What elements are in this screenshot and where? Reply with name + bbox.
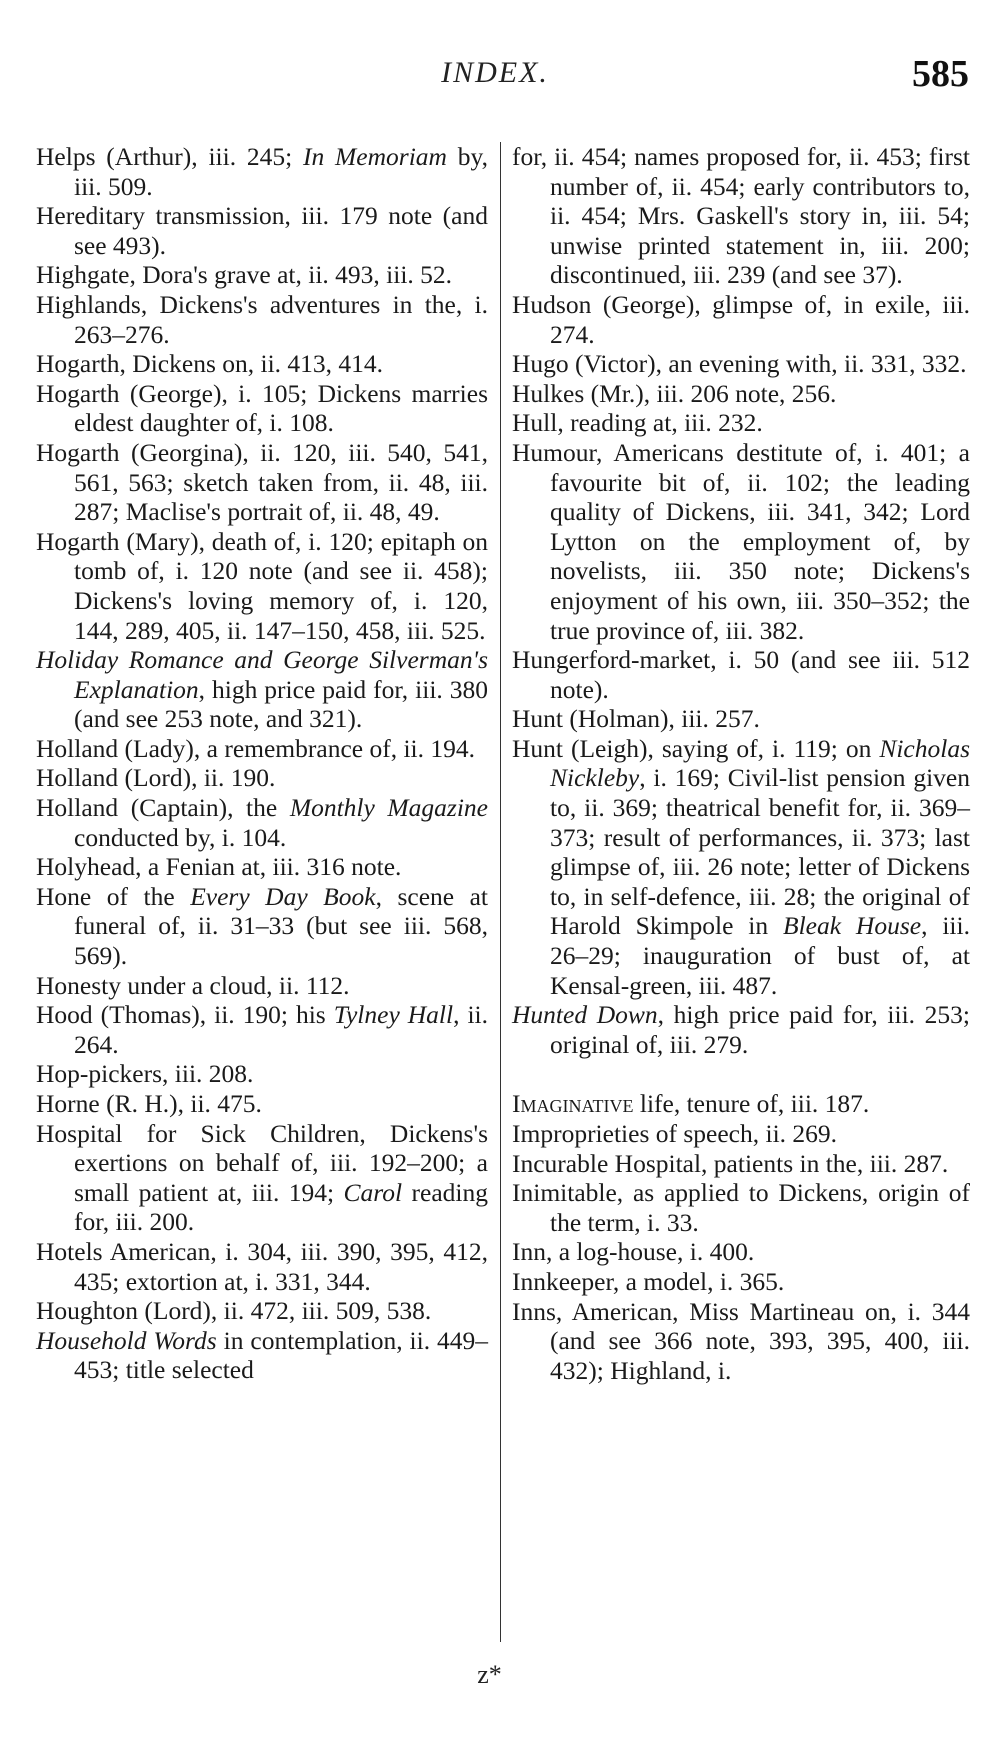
index-entry: Hotels American, i. 304, iii. 390, 395, 412, 435; extortion at, i. 331, 344. <box>36 1236 488 1296</box>
index-entry: Innkeeper, a model, i. 365. <box>512 1266 785 1296</box>
index-entry: Imaginative life, tenure of, iii. 187. <box>512 1089 870 1119</box>
index-entry: Household Words in contemplation, ii. 449–453; title selected <box>36 1325 489 1385</box>
index-entry: for, ii. 454; names proposed for, ii. 453; first number of, ii. 454; early contributors to, ii. 454; Mrs. Gaskell's story in, iii. 54; unwise printed statement in, iii. 200; discontinued, iii. 239 (and see 37). <box>512 142 970 290</box>
index-entry: Inn, a log-house, i. 400. <box>512 1237 755 1267</box>
index-entry: Hunted Down, high price paid for, iii. 253; original of, iii. 279. <box>512 1000 970 1059</box>
index-entry: Inns, American, Miss Martineau on, i. 344 (and see 366 note, 393, 395, 400, iii. 432); Highland, i. <box>512 1296 970 1385</box>
index-entry: Hogarth (George), i. 105; Dickens marries eldest daughter of, i. 108. <box>36 378 488 438</box>
page-number: 585 <box>912 53 969 95</box>
index-entry: Hull, reading at, iii. 232. <box>512 408 763 438</box>
index-entry: Horne (R. H.), ii. 475. <box>36 1089 262 1118</box>
index-entry: Holland (Lord), ii. 190. <box>36 763 276 793</box>
index-entry: Houghton (Lord), ii. 472, iii. 509, 538. <box>36 1296 432 1326</box>
index-entry: Hogarth (Mary), death of, i. 120; epitaph on tomb of, i. 120 note (and see ii. 458); Dickens's loving memory of, i. 120, 144, 289, 405, ii. 147–150, 458, iii. 525. <box>36 526 488 645</box>
index-entry: Hospital for Sick Children, Dickens's exertions on behalf of, iii. 192–200; a small patient at, iii. 194; Carol reading for, iii. 200. <box>36 1118 488 1237</box>
page-header <box>0 48 999 108</box>
signature-mark: z* <box>477 1660 502 1689</box>
index-entry: Holland (Captain), the Monthly Magazine conducted by, i. 104. <box>36 793 488 852</box>
index-entry: Humour, Americans destitute of, i. 401; a favourite bit of, ii. 102; the leading quality of Dickens, iii. 341, 342; Lord Lytton on the employment of, by novelists, iii. 350 note; Dickens's enjoyment of his own, iii. 350–352; the true province of, iii. 382. <box>512 437 970 645</box>
index-entry: Hugo (Victor), an evening with, ii. 331, 332. <box>512 349 967 379</box>
index-entry: Inimitable, as applied to Dickens, origin of the term, i. 33. <box>512 1178 970 1237</box>
index-entry: Hunt (Holman), iii. 257. <box>512 704 760 734</box>
index-entry: Holiday Romance and George Silverman's Explanation, high price paid for, iii. 380 (and see 253 note, and 321). <box>36 645 488 734</box>
index-entry: Highgate, Dora's grave at, ii. 493, iii. 52. <box>36 260 453 290</box>
index-entry: Hogarth, Dickens on, ii. 413, 414. <box>36 349 384 379</box>
index-entry: Hereditary transmission, iii. 179 note (and see 493). <box>36 201 488 260</box>
index-column-right <box>512 142 970 1385</box>
index-entry: Hogarth (Georgina), ii. 120, iii. 540, 541, 561, 563; sketch taken from, ii. 48, iii. 287; Maclise's portrait of, ii. 48, 49. <box>36 437 488 527</box>
index-entry: Hungerford-market, i. 50 (and see iii. 512 note). <box>512 645 970 704</box>
index-entry: Improprieties of speech, ii. 269. <box>512 1119 838 1148</box>
index-entry: Hulkes (Mr.), iii. 206 note, 256. <box>512 378 837 408</box>
index-entry: Helps (Arthur), iii. 245; In Memoriam by, iii. 509. <box>36 142 488 201</box>
index-entry: Hood (Thomas), ii. 190; his Tylney Hall, ii. 264. <box>36 1000 488 1059</box>
index-entry: Honesty under a cloud, ii. 112. <box>36 970 350 1000</box>
column-divider <box>500 142 501 1642</box>
index-column-left <box>36 142 488 1385</box>
index-entry: Holland (Lady), a remembrance of, ii. 194. <box>36 733 476 763</box>
index-entry: Hudson (George), glimpse of, in exile, iii. 274. <box>512 289 970 349</box>
index-entry: Hunt (Leigh), saying of, i. 119; on Nicholas Nickleby, i. 169; Civil-list pension given to, ii. 369; theatrical benefit for, ii. 369–373; result of performances, ii. 373; last glimpse of, iii. 26 note; letter of Dickens to, in self-defence, iii. 28; the original of Harold Skimpole in Bleak House, iii. 26–29; inauguration of bust of, at Kensal-green, iii. 487. <box>512 733 970 1000</box>
index-entry: Hone of the Every Day Book, scene at funeral of, ii. 31–33 (but see iii. 568, 569). <box>36 881 488 971</box>
index-entry: Highlands, Dickens's adventures in the, i. 263–276. <box>36 289 488 349</box>
index-entry: Holyhead, a Fenian at, iii. 316 note. <box>36 852 402 882</box>
index-entry: Hop-pickers, iii. 208. <box>36 1059 254 1089</box>
index-entry: Incurable Hospital, patients in the, iii. 287. <box>512 1148 949 1178</box>
page-title: INDEX. <box>441 56 549 89</box>
